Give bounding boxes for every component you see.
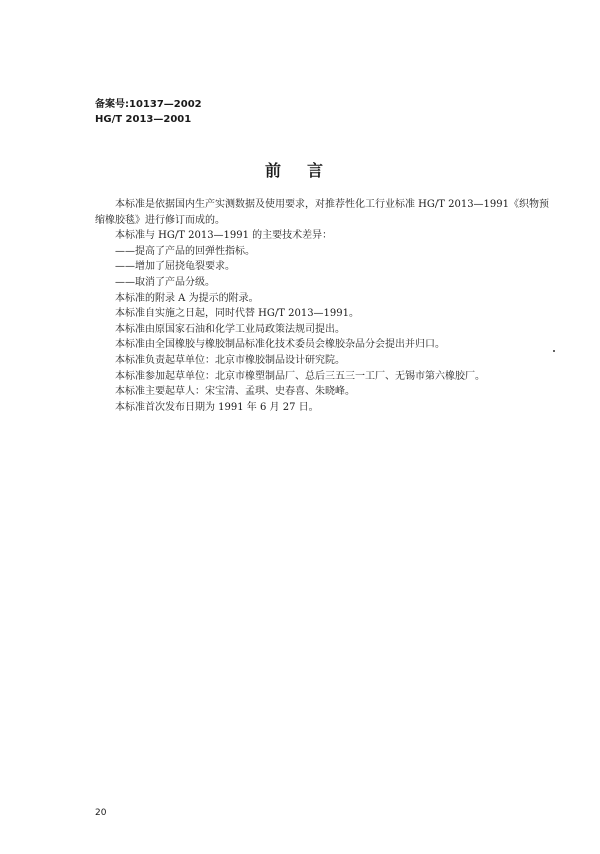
list-item: ——增加了屈挠龟裂要求。 <box>115 261 235 273</box>
paragraph-line: 本标准自实施之日起，同时代替 HG/T 2013—1991。 <box>115 308 360 320</box>
paragraph-line: 本标准是依据国内生产实测数据及使用要求，对推荐性化工行业标准 HG/T 2013—1991《织物预 <box>115 199 550 210</box>
paragraph-line: 本标准主要起草人：宋宝清、孟琪、史春喜、朱晓峰。 <box>115 386 355 398</box>
standard-code: HG/T 2013—2001 <box>95 114 192 125</box>
filing-number: 备案号:10137—2002 <box>95 99 202 110</box>
page-title: 前言 <box>264 161 349 180</box>
paragraph-line: 本标准由全国橡胶与橡胶制品标准化技术委员会橡胶杂品分会提出并归口。 <box>115 339 445 351</box>
paragraph-line: 本标准与 HG/T 2013—1991 的主要技术差异： <box>115 230 333 242</box>
document-header <box>95 97 202 127</box>
scan-speck <box>553 350 555 352</box>
page-number: 20 <box>95 808 107 818</box>
list-item: ——提高了产品的回弹性指标。 <box>115 245 255 257</box>
paragraph-line: 本标准由原国家石油和化学工业局政策法规司提出。 <box>115 323 345 335</box>
paragraph-line: 本标准负责起草单位：北京市橡胶制品设计研究院。 <box>115 354 345 366</box>
paragraph-line: 本标准的附录 A 为提示的附录。 <box>115 292 259 304</box>
paragraph-line: 本标准参加起草单位：北京市橡塑制品厂、总后三五三一工厂、无锡市第六橡胶厂。 <box>115 370 485 382</box>
paragraph-line: 缩橡胶毯》进行修订而成的。 <box>95 214 225 226</box>
list-item: ——取消了产品分级。 <box>115 276 215 288</box>
foreword-body <box>95 197 550 415</box>
paragraph-line: 本标准首次发布日期为 1991 年 6 月 27 日。 <box>115 401 319 413</box>
